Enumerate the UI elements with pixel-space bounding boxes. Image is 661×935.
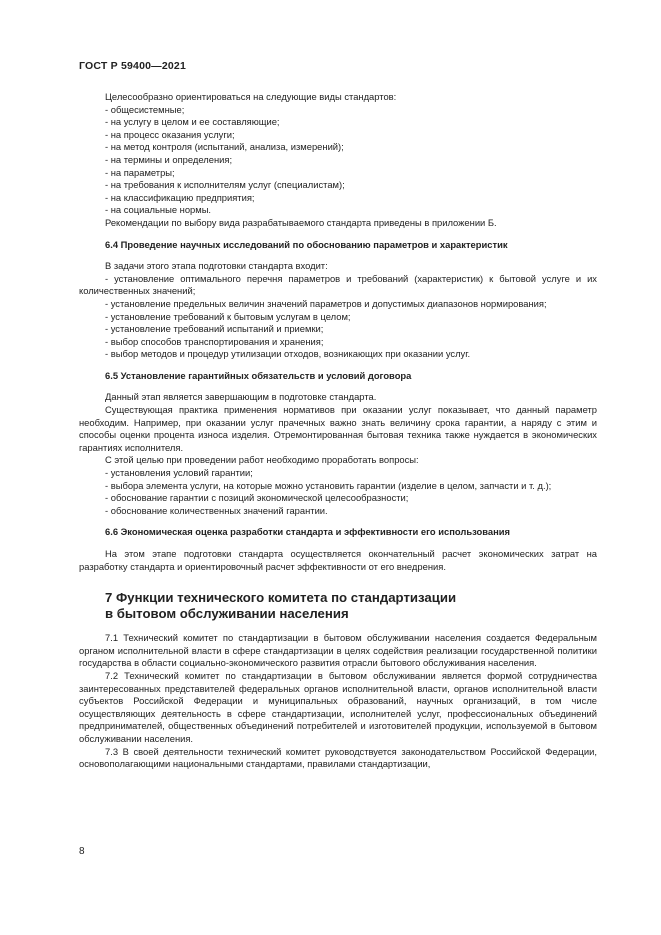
list-item: - на термины и определения;: [105, 153, 233, 165]
list-item: - на процесс оказания услуги;: [105, 128, 235, 140]
section-heading-6-5: 6.5 Установление гарантийных обязательств и условий договора: [105, 369, 412, 381]
chapter-heading-7-line-1: 7 Функции технического комитета по стандартизации: [105, 590, 457, 606]
list-item: - выбора элемента услуги, на которые можно установить гарантии (изделие в целом, запчасти и т. д.);: [105, 479, 552, 491]
page-content: [79, 91, 597, 771]
list-item: - на метод контроля (испытаний, анализа, измерений);: [105, 141, 344, 153]
list-item: - установление оптимального перечня параметров и требований (характеристик) к бытовой услуге и их количественных значений;: [79, 272, 597, 297]
list-item: - установление требований испытаний и приемки;: [105, 323, 324, 335]
paragraph-7-1: 7.1 Технический комитет по стандартизации в бытовом обслуживании населения создается Федеральным органом исполнительной власти в сфере стандартизации в целях содействия реализации государственной политики государства в области социально-экономического развития отрасли бытового обслуживания населения.: [79, 632, 597, 669]
paragraph: На этом этапе подготовки стандарта осуществляется окончательный расчет экономических затрат на разработку стандарта и ориентировочный расчет эффективности от его внедрения.: [79, 548, 597, 572]
list-item: - обоснование количественных значений гарантии.: [105, 504, 328, 516]
chapter-heading-7-line-2: в бытовом обслуживании населения: [105, 606, 349, 622]
list-item: - выбор способов транспортирования и хранения;: [105, 335, 324, 347]
paragraph-7-2: 7.2 Технический комитет по стандартизации в бытовом обслуживании является формой сотрудничества заинтересованных представителей федеральных органов исполнительной власти, органов исполнительной власти субъектов Российской Федерации и муниципальных образований, научных организаций, в том числе осуществляющих деятельность в сфере стандартизации, исполнителей услуг, профессиональных объединений предпринимателей, общественных объединений потребителей и изготовителей продукции, используемой в бытовом обслуживании населения.: [79, 669, 597, 744]
section-heading-6-6: 6.6 Экономическая оценка разработки стандарта и эффективности его использования: [105, 526, 510, 538]
page-number: 8: [79, 846, 85, 857]
list-item: - на социальные нормы.: [105, 204, 212, 216]
list-item: - обоснование гарантии с позиций экономической целесообразности;: [105, 492, 409, 504]
intro-note: Рекомендации по выбору вида разрабатываемого стандарта приведены в приложении Б.: [105, 216, 497, 228]
list-item: - на параметры;: [105, 166, 175, 178]
paragraph: С этой целью при проведении работ необходимо проработать вопросы:: [105, 454, 419, 466]
list-item: - установление предельных величин значений параметров и допустимых диапазонов нормирования;: [105, 297, 547, 309]
list-item: - на требования к исполнителям услуг (специалистам);: [105, 179, 345, 191]
list-item: - установления условий гарантии;: [105, 467, 253, 479]
paragraph-7-3: 7.3 В своей деятельности технический комитет руководствуется законодательством Российской Федерации, основополагающими национальными стандартами, правилами стандартизации,: [79, 745, 597, 770]
list-item: - установление требований к бытовым услугам в целом;: [105, 310, 351, 322]
list-item: - на услугу в целом и ее составляющие;: [105, 116, 280, 128]
list-item: - общесистемные;: [105, 103, 185, 115]
paragraph: Данный этап является завершающим в подготовке стандарта.: [105, 391, 377, 403]
list-item: - выбор методов и процедур утилизации отходов, возникающих при оказании услуг.: [105, 348, 471, 360]
section-6-4-lead: В задачи этого этапа подготовки стандарта входит:: [105, 260, 328, 272]
document-code: ГОСТ Р 59400—2021: [79, 60, 187, 72]
paragraph: Существующая практика применения нормативов при оказании услуг показывает, что данный параметр необходим. Например, при оказании услуг прачечных важно знать величину срока гарантии, а наряду с этим и способы оценки процента износа изделия. Отремонтированная бытовая техника также нуждается в экономических гарантиях исполнителя.: [79, 404, 597, 453]
list-item: - на классификацию предприятия;: [105, 191, 255, 203]
section-heading-6-4: 6.4 Проведение научных исследований по обоснованию параметров и характеристик: [105, 238, 508, 250]
intro-lead: Целесообразно ориентироваться на следующие виды стандартов:: [105, 91, 397, 102]
